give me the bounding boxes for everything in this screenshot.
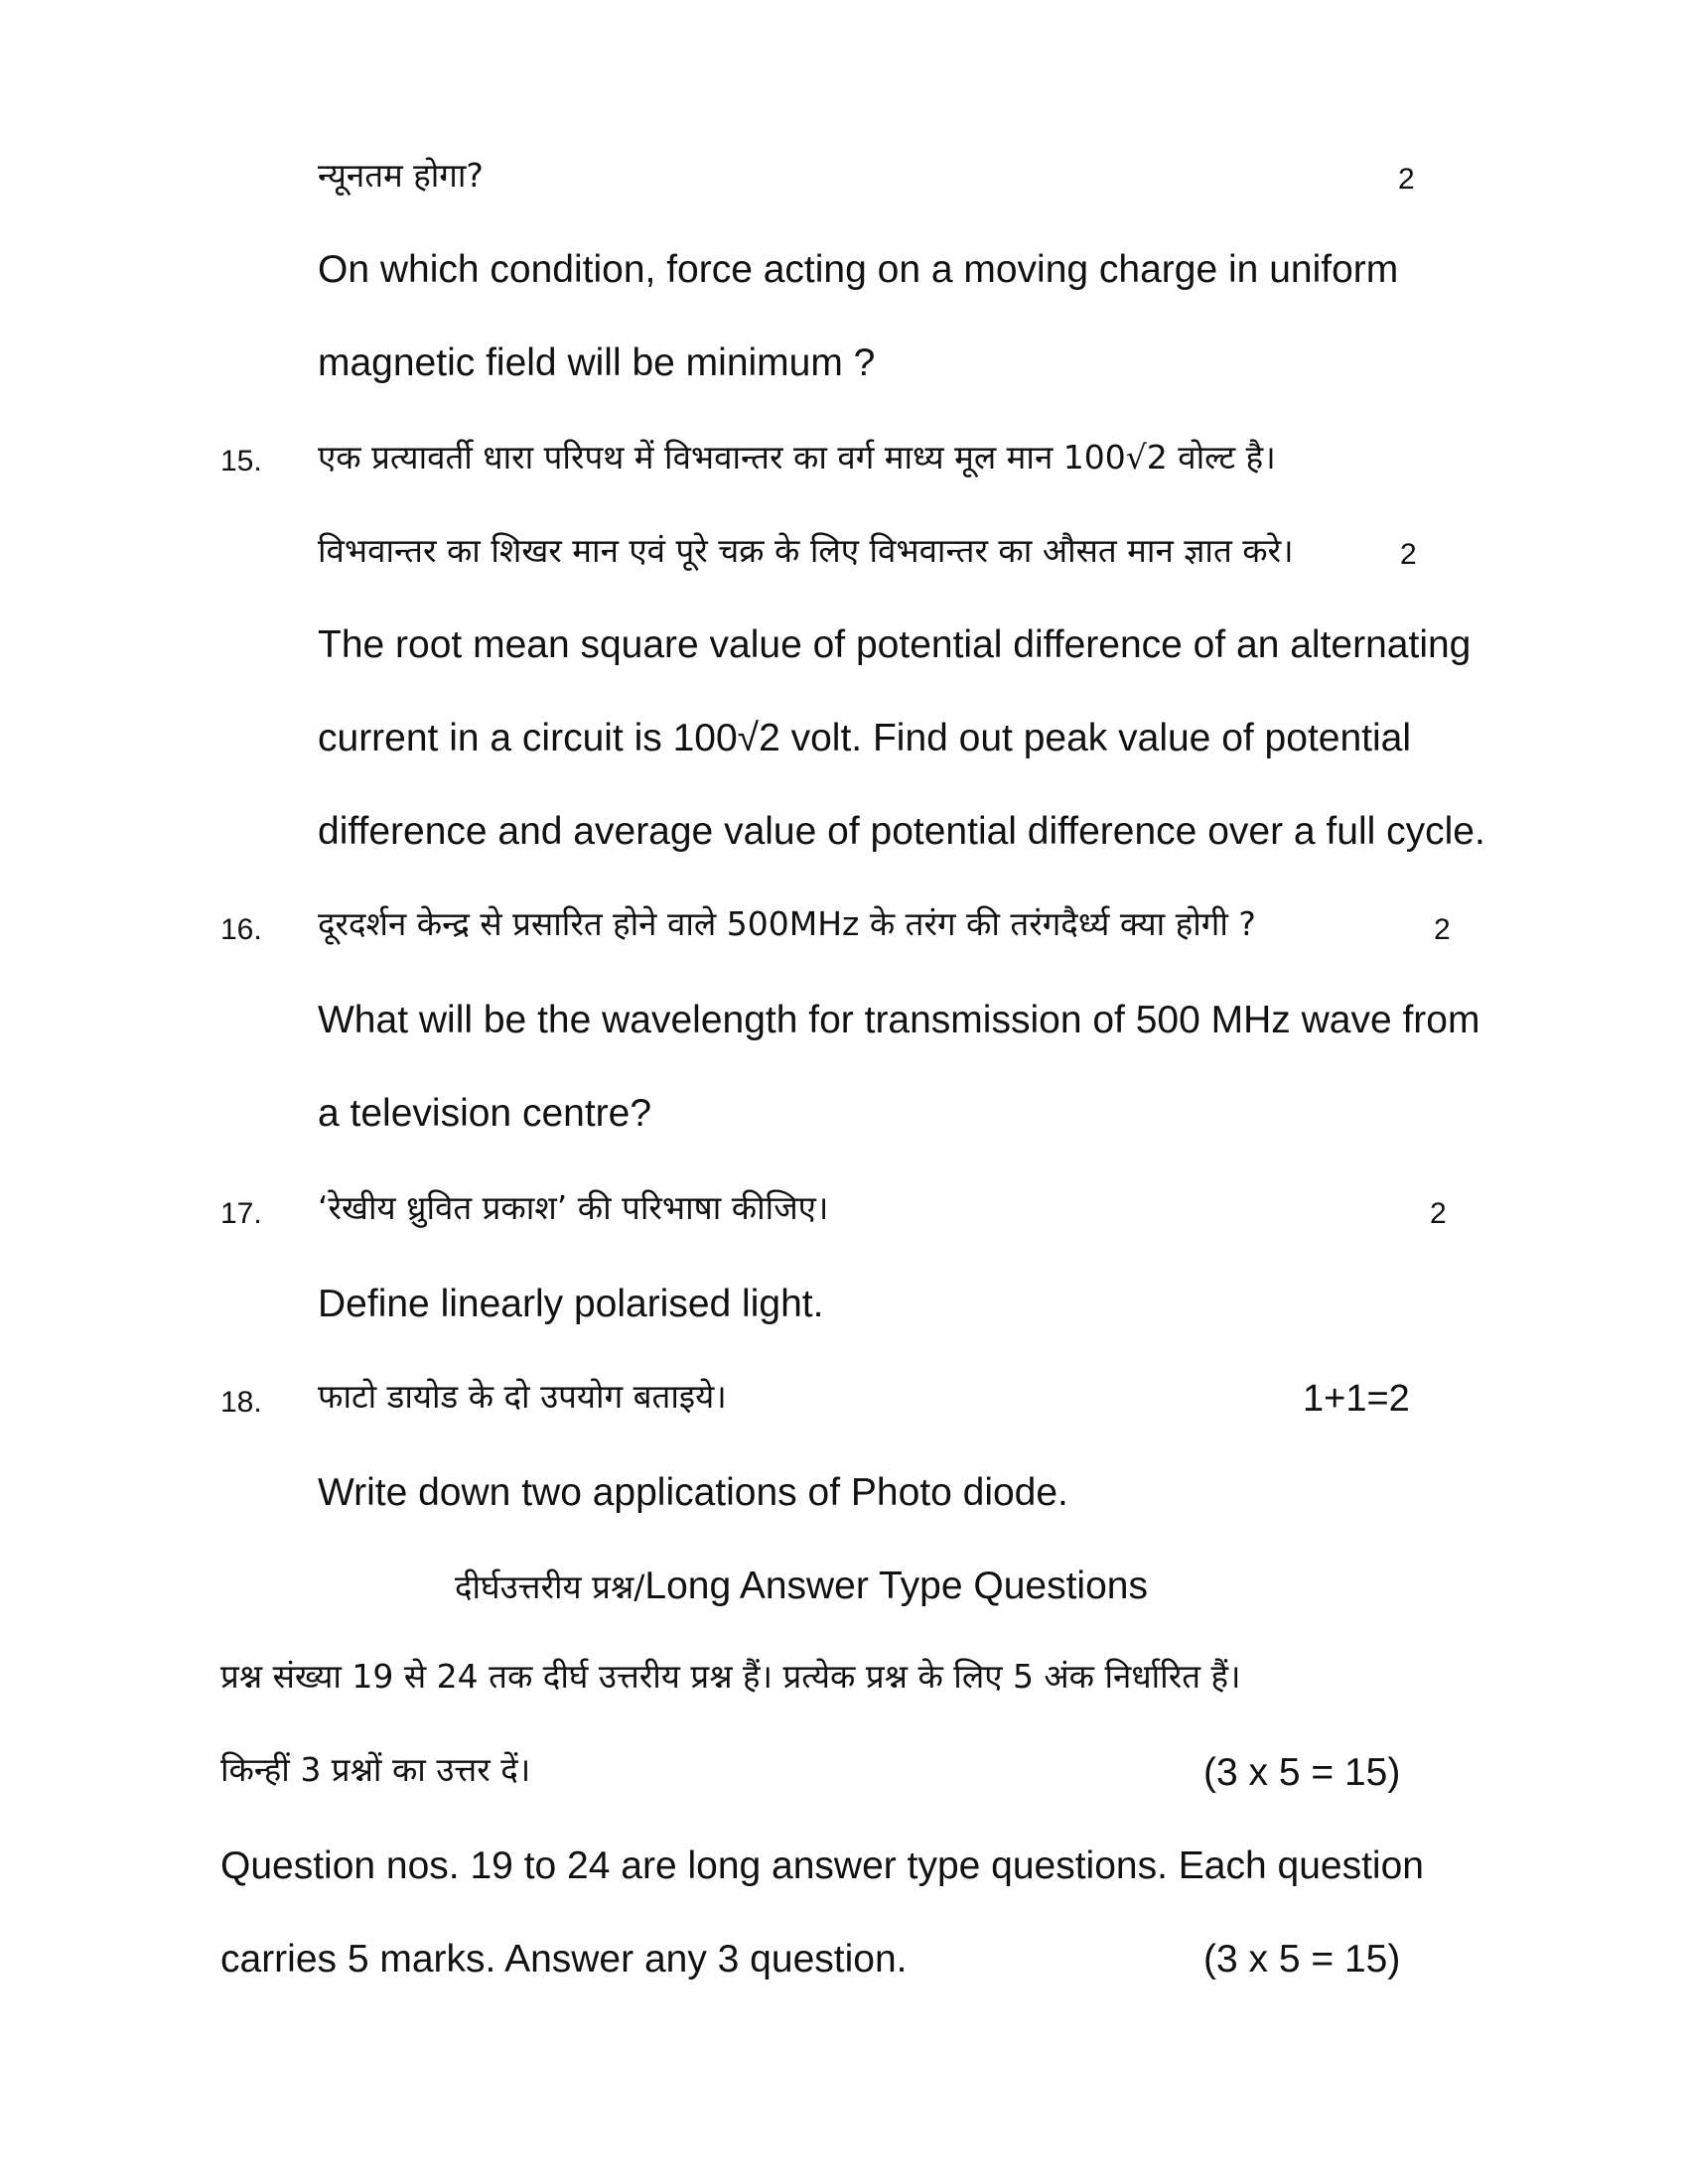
q15-number: 15.	[220, 445, 262, 478]
section-heading-english: Long Answer Type Questions	[644, 1565, 1148, 1607]
q16-number: 16.	[220, 913, 262, 946]
section-marks-hindi: (3 x 5 = 15)	[1203, 1751, 1401, 1794]
q15-marks: 2	[1400, 538, 1417, 571]
q17-number: 17.	[220, 1197, 262, 1230]
q18-number: 18.	[220, 1386, 262, 1419]
section-instruction-hindi-line-1: प्रश्न संख्या 19 से 24 तक दीर्घ उत्तरीय प्रश्न हैं। प्रत्येक प्रश्न के लिए 5 अंक निर्धारित हैं।	[220, 1657, 1241, 1696]
section-instruction-english-line-2: carries 5 marks. Answer any 3 question.	[220, 1938, 908, 1980]
q16-marks: 2	[1434, 913, 1451, 946]
section-instruction-english-line-1: Question nos. 19 to 24 are long answer type questions. Each question	[220, 1844, 1424, 1887]
section-heading-hindi: दीर्घउत्तरीय प्रश्न/	[455, 1568, 645, 1606]
q17-hindi-line-1: ‘रेखीय ध्रुवित प्रकाश’ की परिभाषा कीजिए।	[318, 1188, 829, 1227]
q16-hindi-line-1: दूरदर्शन केन्द्र से प्रसारित होने वाले 500MHz के तरंग की तरंगदैर्ध्य क्या होगी ?	[318, 904, 1256, 943]
q15-hindi-line-2: विभवान्तर का शिखर मान एवं पूरे चक्र के लिए विभवान्तर का औसत मान ज्ञात करे।	[318, 531, 1294, 570]
q16-english-line-2: a television centre?	[318, 1092, 652, 1135]
q17-marks: 2	[1430, 1197, 1447, 1230]
q15-english-line-3: difference and average value of potential difference over a full cycle.	[318, 810, 1485, 853]
q14-marks: 2	[1398, 163, 1415, 196]
q14-english-line-2: magnetic field will be minimum ?	[318, 341, 876, 384]
q18-marks: 1+1=2	[1303, 1378, 1410, 1420]
q18-hindi-line-1: फाटो डायोड के दो उपयोग बताइये।	[318, 1377, 727, 1416]
section-heading	[455, 1567, 1148, 1605]
q17-english-line-1: Define linearly polarised light.	[318, 1283, 824, 1325]
q15-english-line-2: current in a circuit is 100√2 volt. Find out peak value of potential	[318, 717, 1412, 759]
q18-english-line-1: Write down two applications of Photo diode.	[318, 1471, 1068, 1514]
q14-english-line-1: On which condition, force acting on a moving charge in uniform	[318, 248, 1399, 291]
q14-hindi-continuation: न्यूनतम होगा?	[318, 156, 484, 195]
section-instruction-hindi-line-2: किन्हीं 3 प्रश्नों का उत्तर दें।	[220, 1750, 531, 1789]
q15-hindi-line-1: एक प्रत्यावर्ती धारा परिपथ में विभवान्तर का वर्ग माध्य मूल मान 100√2 वोल्ट है।	[318, 438, 1276, 477]
q15-english-line-1: The root mean square value of potential difference of an alternating	[318, 623, 1472, 666]
section-marks-english: (3 x 5 = 15)	[1203, 1938, 1401, 1980]
q16-english-line-1: What will be the wavelength for transmission of 500 MHz wave from	[318, 999, 1480, 1041]
